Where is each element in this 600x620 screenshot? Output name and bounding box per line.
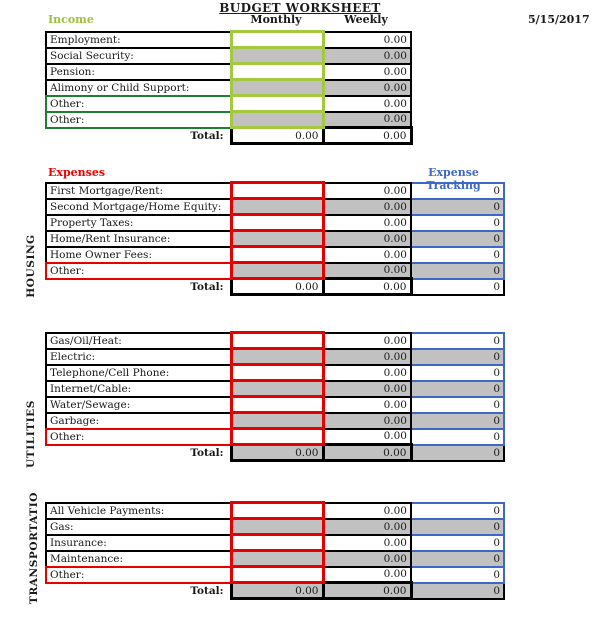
table-row: [46, 48, 411, 64]
monthly-input-cell[interactable]: [231, 183, 323, 199]
weekly-value-cell[interactable]: 0.00: [323, 365, 411, 381]
weekly-value-cell[interactable]: 0.00: [323, 263, 411, 279]
monthly-input-cell[interactable]: [231, 567, 323, 583]
tracking-value-cell[interactable]: 0: [411, 413, 504, 429]
weekly-value-cell[interactable]: 0.00: [323, 247, 411, 263]
utilities-table: [45, 331, 505, 462]
tracking-value-cell[interactable]: 0: [411, 535, 504, 551]
tracking-value-cell[interactable]: 0: [411, 365, 504, 381]
row-label: Social Security:: [46, 48, 231, 64]
monthly-input-cell[interactable]: [231, 48, 323, 64]
row-label: Property Taxes:: [46, 215, 231, 231]
tracking-value-cell[interactable]: 0: [411, 567, 504, 583]
table-row: [46, 381, 504, 397]
monthly-input-cell[interactable]: [231, 503, 323, 519]
row-label: First Mortgage/Rent:: [46, 183, 231, 199]
housing-table: [45, 181, 505, 296]
row-label: Other:: [46, 263, 231, 279]
transportation-vertical-label: TRANSPORTATIO: [28, 492, 40, 604]
row-label: Other:: [46, 429, 231, 445]
table-row: [46, 333, 504, 349]
monthly-input-cell[interactable]: [231, 199, 323, 215]
table-row: [46, 247, 504, 263]
weekly-value-cell[interactable]: 0.00: [323, 503, 411, 519]
total-label: Total:: [190, 130, 224, 142]
row-label: Other:: [46, 96, 231, 112]
row-label: Employment:: [46, 32, 231, 48]
row-label: Maintenance:: [46, 551, 231, 567]
income-table: [45, 30, 413, 145]
monthly-input-cell[interactable]: [231, 349, 323, 365]
total-label: Total:: [190, 281, 224, 293]
tracking-value-cell[interactable]: 0: [411, 381, 504, 397]
weekly-value-cell[interactable]: 0.00: [323, 199, 411, 215]
tracking-value-cell[interactable]: 0: [411, 349, 504, 365]
monthly-input-cell[interactable]: [231, 429, 323, 445]
monthly-input-cell[interactable]: [231, 247, 323, 263]
monthly-input-cell[interactable]: [231, 413, 323, 429]
tracking-value-cell[interactable]: 0: [411, 551, 504, 567]
table-row: [46, 503, 504, 519]
row-label: Other:: [46, 112, 231, 128]
total-monthly-cell: 0.00: [231, 279, 323, 295]
table-row: [46, 32, 411, 48]
monthly-input-cell[interactable]: [231, 32, 323, 48]
total-weekly-cell: 0.00: [323, 279, 411, 295]
table-row: [46, 413, 504, 429]
table-row: [46, 535, 504, 551]
monthly-input-cell[interactable]: [231, 381, 323, 397]
total-row: [46, 128, 411, 144]
expenses-section-label: Expenses: [48, 166, 106, 179]
total-weekly-cell: 0.00: [323, 445, 411, 461]
tracking-value-cell[interactable]: 0: [411, 183, 504, 199]
income-section-label: Income: [48, 13, 94, 26]
total-label: Total:: [190, 585, 224, 597]
tracking-value-cell[interactable]: 0: [411, 247, 504, 263]
table-row: [46, 567, 504, 583]
table-row: [46, 551, 504, 567]
weekly-value-cell[interactable]: 0.00: [323, 215, 411, 231]
table-row: [46, 183, 504, 199]
monthly-input-cell[interactable]: [231, 263, 323, 279]
weekly-value-cell[interactable]: 0.00: [323, 183, 411, 199]
weekly-value-cell[interactable]: 0.00: [323, 381, 411, 397]
table-row: [46, 263, 504, 279]
table-row: [46, 231, 504, 247]
row-label: All Vehicle Payments:: [46, 503, 231, 519]
table-row: [46, 397, 504, 413]
total-tracking-cell: 0: [411, 445, 504, 461]
row-label: Electric:: [46, 349, 231, 365]
weekly-value-cell[interactable]: 0.00: [323, 567, 411, 583]
total-row: [46, 583, 504, 599]
table-row: [46, 80, 411, 96]
weekly-value-cell[interactable]: 0.00: [323, 535, 411, 551]
total-monthly-cell: 0.00: [231, 445, 323, 461]
tracking-value-cell[interactable]: 0: [411, 263, 504, 279]
tracking-value-cell[interactable]: 0: [411, 429, 504, 445]
monthly-input-cell[interactable]: [231, 112, 323, 128]
monthly-input-cell[interactable]: [231, 80, 323, 96]
total-row: [46, 445, 504, 461]
table-row: [46, 215, 504, 231]
row-label: Gas/Oil/Heat:: [46, 333, 231, 349]
monthly-input-cell[interactable]: [231, 215, 323, 231]
monthly-input-cell[interactable]: [231, 519, 323, 535]
weekly-value-cell[interactable]: 0.00: [323, 333, 411, 349]
table-row: [46, 519, 504, 535]
monthly-column-header: Monthly: [250, 13, 302, 26]
table-row: [46, 199, 504, 215]
row-label: Insurance:: [46, 535, 231, 551]
weekly-value-cell[interactable]: 0.00: [323, 551, 411, 567]
total-row: [46, 279, 504, 295]
row-label: Home Owner Fees:: [46, 247, 231, 263]
table-row: [46, 96, 411, 112]
row-label: Garbage:: [46, 413, 231, 429]
table-row: [46, 349, 504, 365]
row-label: Gas:: [46, 519, 231, 535]
expense-tracking-header: Expense Tracking: [426, 166, 481, 192]
tracking-value-cell[interactable]: 0: [411, 333, 504, 349]
total-tracking-cell: 0: [411, 583, 504, 599]
weekly-value-cell[interactable]: 0.00: [323, 64, 411, 80]
table-row: [46, 112, 411, 128]
weekly-value-cell[interactable]: 0.00: [323, 397, 411, 413]
weekly-value-cell[interactable]: 0.00: [323, 429, 411, 445]
total-monthly-cell: 0.00: [231, 583, 323, 599]
weekly-value-cell[interactable]: 0.00: [323, 413, 411, 429]
weekly-value-cell[interactable]: 0.00: [323, 96, 411, 112]
monthly-input-cell[interactable]: [231, 64, 323, 80]
monthly-input-cell[interactable]: [231, 365, 323, 381]
weekly-value-cell[interactable]: 0.00: [323, 112, 411, 128]
weekly-value-cell[interactable]: 0.00: [323, 231, 411, 247]
total-label: Total:: [190, 447, 224, 459]
utilities-vertical-label: UTILITIES: [25, 400, 37, 468]
row-label: Telephone/Cell Phone:: [46, 365, 231, 381]
page-title: BUDGET WORKSHEET: [219, 1, 381, 15]
tracking-value-cell[interactable]: 0: [411, 503, 504, 519]
monthly-input-cell[interactable]: [231, 535, 323, 551]
tracking-value-cell[interactable]: 0: [411, 519, 504, 535]
total-weekly-cell: 0.00: [323, 128, 411, 144]
weekly-value-cell[interactable]: 0.00: [323, 80, 411, 96]
monthly-input-cell[interactable]: [231, 96, 323, 112]
monthly-input-cell[interactable]: [231, 333, 323, 349]
worksheet-date: 5/15/2017: [528, 13, 590, 26]
table-row: [46, 365, 504, 381]
total-monthly-cell: 0.00: [231, 128, 323, 144]
weekly-column-header: Weekly: [344, 13, 388, 26]
tracking-value-cell[interactable]: 0: [411, 215, 504, 231]
monthly-input-cell[interactable]: [231, 551, 323, 567]
weekly-value-cell[interactable]: 0.00: [323, 32, 411, 48]
total-tracking-cell: 0: [411, 279, 504, 295]
row-label: Internet/Cable:: [46, 381, 231, 397]
row-label: Water/Sewage:: [46, 397, 231, 413]
row-label: Second Mortgage/Home Equity:: [46, 199, 231, 215]
monthly-input-cell[interactable]: [231, 397, 323, 413]
monthly-input-cell[interactable]: [231, 231, 323, 247]
total-weekly-cell: 0.00: [323, 583, 411, 599]
table-row: [46, 64, 411, 80]
tracking-value-cell[interactable]: 0: [411, 199, 504, 215]
transportation-table: [45, 501, 505, 600]
row-label: Pension:: [46, 64, 231, 80]
tracking-value-cell[interactable]: 0: [411, 397, 504, 413]
housing-vertical-label: HOUSING: [25, 234, 37, 298]
row-label: Home/Rent Insurance:: [46, 231, 231, 247]
row-label: Alimony or Child Support:: [46, 80, 231, 96]
weekly-value-cell[interactable]: 0.00: [323, 349, 411, 365]
table-row: [46, 429, 504, 445]
row-label: Other:: [46, 567, 231, 583]
weekly-value-cell[interactable]: 0.00: [323, 519, 411, 535]
tracking-value-cell[interactable]: 0: [411, 231, 504, 247]
weekly-value-cell[interactable]: 0.00: [323, 48, 411, 64]
